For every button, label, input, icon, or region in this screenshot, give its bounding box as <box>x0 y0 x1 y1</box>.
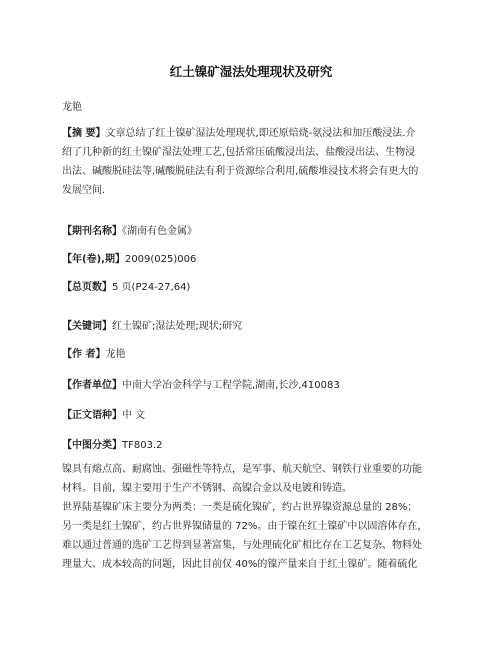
field-label: 【正文语种】 <box>62 410 122 421</box>
field-label: 【中图分类】 <box>62 440 122 451</box>
field-language <box>62 406 145 421</box>
abstract-block <box>62 124 444 200</box>
field-value: TF803.2 <box>122 440 163 451</box>
body-line: 世界陆基镍矿床主要分为两类：一类是硫化镍矿，约占世界镍资源总量的 28%； <box>62 502 418 513</box>
field-value: 中 文 <box>122 410 146 421</box>
field-author <box>62 345 125 360</box>
field-journal <box>62 222 197 237</box>
abstract-label: 【摘 要】 <box>62 128 106 139</box>
field-volume <box>62 250 196 265</box>
abstract-line: 发展空间. <box>62 185 106 196</box>
field-label: 【作 者】 <box>62 349 106 360</box>
field-label: 【关键词】 <box>62 321 112 332</box>
field-value: 2009(025)006 <box>124 254 197 265</box>
field-value: 红土镍矿;湿法处理;现状;研究 <box>112 321 243 332</box>
field-label: 【总页数】 <box>62 282 112 293</box>
abstract-text: 文章总结了红土镍矿湿法处理现状,即还原焙烧-氨浸法和加压酸浸法.介 <box>105 128 416 139</box>
field-label: 【期刊名称】 <box>62 226 122 237</box>
abstract-line: 绍了几种新的红土镍矿湿法处理工艺,包括常压硫酸浸出法、盐酸浸出法、生物浸 <box>62 147 416 158</box>
field-label: 【年(卷),期】 <box>62 254 125 265</box>
field-affiliation <box>62 376 340 391</box>
abstract-line <box>62 124 444 143</box>
field-value: 5 页(P24-27,64) <box>112 282 191 293</box>
field-value: 《湖南有色金属》 <box>122 226 197 237</box>
field-keywords <box>62 317 242 332</box>
body-paragraph <box>62 460 444 574</box>
abstract-line: 出法、碱酸脱硅法等.碱酸脱硅法有利于资源综合利用,硫酸堆浸技术将会有更大的 <box>62 166 419 177</box>
field-classification <box>62 436 163 451</box>
document-title: 红土镍矿湿法处理现状及研究 <box>169 64 333 79</box>
body-line: 镍具有熔点高、耐腐蚀、强磁性等特点，是军事、航天航空、钢铁行业重要的功能 <box>62 464 422 475</box>
body-line: 理量大、成本较高的问题，因此目前仅 40%的镍产量来自于红土镍矿。随着硫化 <box>62 559 418 570</box>
field-pages <box>62 278 190 293</box>
field-value: 龙艳 <box>105 349 126 360</box>
body-line: 难以通过普通的选矿工艺得到显著富集，与处理硫化矿相比存在工艺复杂、物料处 <box>62 540 422 551</box>
body-line: 材料。目前，镍主要用于生产不锈钢、高镍合金以及电镀和铸造。 <box>62 483 352 494</box>
body-line: 另一类是红土镍矿，约占世界镍储量的 72%。由于镍在红土镍矿中以固溶体存在， <box>62 521 428 532</box>
author-name: 龙艳 <box>62 102 82 113</box>
field-label: 【作者单位】 <box>62 380 122 391</box>
field-value: 中南大学冶金科学与工程学院,湖南,长沙,410083 <box>122 380 340 391</box>
